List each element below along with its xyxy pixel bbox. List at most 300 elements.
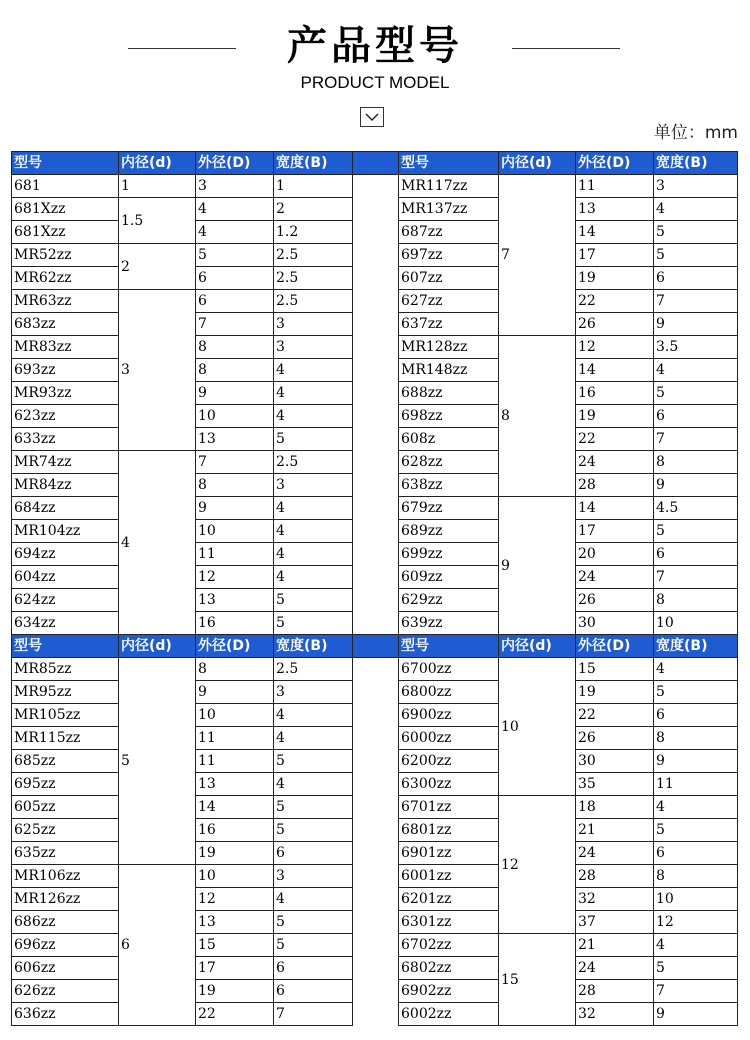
table-row <box>12 290 738 313</box>
column-gap <box>353 704 399 727</box>
width-cell: 9 <box>654 750 738 773</box>
model-cell: 6902zz <box>399 980 499 1003</box>
column-gap <box>353 175 399 198</box>
inner-diameter-cell: 9 <box>499 497 576 635</box>
width-cell: 9 <box>654 1003 738 1026</box>
width-cell: 4 <box>274 359 353 382</box>
model-cell: MR104zz <box>12 520 119 543</box>
header-inner: 内径(d) <box>119 635 196 658</box>
model-cell: MR74zz <box>12 451 119 474</box>
outer-diameter-cell: 19 <box>196 842 274 865</box>
width-cell: 7 <box>274 1003 353 1026</box>
width-cell: 5 <box>274 428 353 451</box>
column-gap <box>353 612 399 635</box>
model-cell: 6800zz <box>399 681 499 704</box>
model-cell: 6801zz <box>399 819 499 842</box>
outer-diameter-cell: 9 <box>196 497 274 520</box>
outer-diameter-cell: 9 <box>196 681 274 704</box>
model-cell: 694zz <box>12 543 119 566</box>
outer-diameter-cell: 17 <box>576 244 654 267</box>
width-cell: 10 <box>654 612 738 635</box>
table-header-row <box>12 635 738 658</box>
header-width: 宽度(B) <box>274 635 353 658</box>
inner-diameter-cell: 7 <box>499 175 576 336</box>
width-cell: 5 <box>274 911 353 934</box>
width-cell: 3 <box>274 865 353 888</box>
header-model: 型号 <box>399 635 499 658</box>
model-cell: 684zz <box>12 497 119 520</box>
outer-diameter-cell: 12 <box>576 336 654 359</box>
outer-diameter-cell: 22 <box>576 290 654 313</box>
width-cell: 5 <box>654 382 738 405</box>
width-cell: 5 <box>654 221 738 244</box>
inner-diameter-cell: 3 <box>119 290 196 451</box>
outer-diameter-cell: 22 <box>576 428 654 451</box>
outer-diameter-cell: 24 <box>576 957 654 980</box>
column-gap <box>353 221 399 244</box>
model-cell: 697zz <box>399 244 499 267</box>
model-cell: 699zz <box>399 543 499 566</box>
inner-diameter-cell: 4 <box>119 451 196 635</box>
model-cell: MR84zz <box>12 474 119 497</box>
outer-diameter-cell: 13 <box>196 428 274 451</box>
model-cell: 6001zz <box>399 865 499 888</box>
width-cell: 2.5 <box>274 244 353 267</box>
column-gap <box>353 359 399 382</box>
outer-diameter-cell: 6 <box>196 290 274 313</box>
column-gap <box>353 957 399 980</box>
width-cell: 4 <box>274 773 353 796</box>
model-cell: MR85zz <box>12 658 119 681</box>
width-cell: 5 <box>654 819 738 842</box>
width-cell: 4 <box>654 796 738 819</box>
inner-diameter-cell: 12 <box>499 796 576 934</box>
width-cell: 2 <box>274 198 353 221</box>
model-cell: MR115zz <box>12 727 119 750</box>
model-cell: 689zz <box>399 520 499 543</box>
width-cell: 4 <box>274 566 353 589</box>
model-cell: 698zz <box>399 405 499 428</box>
model-cell: 607zz <box>399 267 499 290</box>
outer-diameter-cell: 11 <box>576 175 654 198</box>
model-cell: 6802zz <box>399 957 499 980</box>
outer-diameter-cell: 30 <box>576 750 654 773</box>
outer-diameter-cell: 17 <box>196 957 274 980</box>
outer-diameter-cell: 11 <box>196 727 274 750</box>
outer-diameter-cell: 24 <box>576 451 654 474</box>
width-cell: 8 <box>654 727 738 750</box>
model-cell: 6301zz <box>399 911 499 934</box>
outer-diameter-cell: 16 <box>576 382 654 405</box>
model-cell: 6200zz <box>399 750 499 773</box>
outer-diameter-cell: 19 <box>576 405 654 428</box>
outer-diameter-cell: 18 <box>576 796 654 819</box>
width-cell: 6 <box>654 267 738 290</box>
model-cell: 633zz <box>12 428 119 451</box>
outer-diameter-cell: 9 <box>196 382 274 405</box>
outer-diameter-cell: 26 <box>576 589 654 612</box>
table-row <box>12 175 738 198</box>
column-gap <box>353 934 399 957</box>
column-gap <box>353 313 399 336</box>
model-cell: 628zz <box>399 451 499 474</box>
outer-diameter-cell: 8 <box>196 658 274 681</box>
outer-diameter-cell: 37 <box>576 911 654 934</box>
inner-diameter-cell: 10 <box>499 658 576 796</box>
width-cell: 4.5 <box>654 497 738 520</box>
header-outer: 外径(D) <box>196 152 274 175</box>
model-cell: 683zz <box>12 313 119 336</box>
model-cell: 681 <box>12 175 119 198</box>
model-cell: 609zz <box>399 566 499 589</box>
inner-diameter-cell: 2 <box>119 244 196 290</box>
width-cell: 5 <box>274 819 353 842</box>
outer-diameter-cell: 21 <box>576 819 654 842</box>
outer-diameter-cell: 8 <box>196 474 274 497</box>
outer-diameter-cell: 21 <box>576 934 654 957</box>
model-cell: 6900zz <box>399 704 499 727</box>
width-cell: 5 <box>654 957 738 980</box>
column-gap <box>353 750 399 773</box>
column-gap <box>353 773 399 796</box>
outer-diameter-cell: 4 <box>196 198 274 221</box>
width-cell: 4 <box>654 934 738 957</box>
model-cell: 625zz <box>12 819 119 842</box>
outer-diameter-cell: 8 <box>196 359 274 382</box>
outer-diameter-cell: 3 <box>196 175 274 198</box>
column-gap <box>353 865 399 888</box>
outer-diameter-cell: 26 <box>576 313 654 336</box>
model-cell: MR95zz <box>12 681 119 704</box>
model-cell: 608z <box>399 428 499 451</box>
width-cell: 5 <box>274 796 353 819</box>
outer-diameter-cell: 11 <box>196 750 274 773</box>
column-gap <box>353 566 399 589</box>
width-cell: 12 <box>654 911 738 934</box>
column-gap <box>353 819 399 842</box>
inner-diameter-cell: 6 <box>119 865 196 1026</box>
column-gap <box>353 474 399 497</box>
outer-diameter-cell: 32 <box>576 888 654 911</box>
column-gap <box>353 888 399 911</box>
outer-diameter-cell: 10 <box>196 520 274 543</box>
outer-diameter-cell: 16 <box>196 819 274 842</box>
outer-diameter-cell: 13 <box>576 198 654 221</box>
outer-diameter-cell: 14 <box>576 221 654 244</box>
width-cell: 4 <box>274 727 353 750</box>
column-gap <box>353 152 399 175</box>
outer-diameter-cell: 8 <box>196 336 274 359</box>
outer-diameter-cell: 13 <box>196 589 274 612</box>
outer-diameter-cell: 13 <box>196 773 274 796</box>
outer-diameter-cell: 11 <box>196 543 274 566</box>
model-cell: 637zz <box>399 313 499 336</box>
model-cell: MR105zz <box>12 704 119 727</box>
outer-diameter-cell: 16 <box>196 612 274 635</box>
width-cell: 6 <box>654 543 738 566</box>
outer-diameter-cell: 10 <box>196 704 274 727</box>
width-cell: 3 <box>654 175 738 198</box>
outer-diameter-cell: 28 <box>576 865 654 888</box>
width-cell: 1.2 <box>274 221 353 244</box>
model-cell: 638zz <box>399 474 499 497</box>
width-cell: 5 <box>274 589 353 612</box>
column-gap <box>353 382 399 405</box>
model-cell: 6700zz <box>399 658 499 681</box>
model-cell: 604zz <box>12 566 119 589</box>
width-cell: 5 <box>274 934 353 957</box>
width-cell: 9 <box>654 474 738 497</box>
width-cell: 4 <box>654 359 738 382</box>
model-cell: 6002zz <box>399 1003 499 1026</box>
model-cell: 6701zz <box>399 796 499 819</box>
column-gap <box>353 543 399 566</box>
width-cell: 9 <box>654 313 738 336</box>
width-cell: 10 <box>654 888 738 911</box>
inner-diameter-cell: 5 <box>119 658 196 865</box>
model-cell: 623zz <box>12 405 119 428</box>
column-gap <box>353 290 399 313</box>
model-cell: 605zz <box>12 796 119 819</box>
width-cell: 4 <box>274 497 353 520</box>
width-cell: 6 <box>654 842 738 865</box>
column-gap <box>353 635 399 658</box>
chevron-down-icon[interactable] <box>360 107 384 127</box>
model-cell: MR148zz <box>399 359 499 382</box>
page-subtitle: PRODUCT MODEL <box>300 73 450 92</box>
model-cell: MR126zz <box>12 888 119 911</box>
table-row <box>12 865 738 888</box>
width-cell: 2.5 <box>274 658 353 681</box>
outer-diameter-cell: 19 <box>576 267 654 290</box>
width-cell: 5 <box>274 750 353 773</box>
column-gap <box>353 244 399 267</box>
width-cell: 3 <box>274 336 353 359</box>
width-cell: 4 <box>274 543 353 566</box>
outer-diameter-cell: 30 <box>576 612 654 635</box>
outer-diameter-cell: 19 <box>196 980 274 1003</box>
model-cell: 634zz <box>12 612 119 635</box>
header-model: 型号 <box>12 635 119 658</box>
header-outer: 外径(D) <box>576 635 654 658</box>
column-gap <box>353 520 399 543</box>
model-cell: 6000zz <box>399 727 499 750</box>
width-cell: 4 <box>274 382 353 405</box>
model-cell: 639zz <box>399 612 499 635</box>
title-divider-right <box>512 48 620 49</box>
outer-diameter-cell: 24 <box>576 566 654 589</box>
width-cell: 6 <box>274 980 353 1003</box>
spec-table-1 <box>11 151 738 635</box>
model-cell: MR62zz <box>12 267 119 290</box>
outer-diameter-cell: 10 <box>196 865 274 888</box>
model-cell: 606zz <box>12 957 119 980</box>
model-cell: 6702zz <box>399 934 499 957</box>
width-cell: 6 <box>274 842 353 865</box>
outer-diameter-cell: 14 <box>576 359 654 382</box>
model-cell: MR63zz <box>12 290 119 313</box>
unit-label: 单位：mm <box>653 123 738 143</box>
outer-diameter-cell: 28 <box>576 980 654 1003</box>
width-cell: 11 <box>654 773 738 796</box>
model-cell: 693zz <box>12 359 119 382</box>
width-cell: 4 <box>274 888 353 911</box>
width-cell: 3 <box>274 474 353 497</box>
column-gap <box>353 796 399 819</box>
outer-diameter-cell: 22 <box>196 1003 274 1026</box>
header-width: 宽度(B) <box>654 635 738 658</box>
column-gap <box>353 428 399 451</box>
width-cell: 5 <box>654 681 738 704</box>
column-gap <box>353 980 399 1003</box>
outer-diameter-cell: 35 <box>576 773 654 796</box>
header-inner: 内径(d) <box>499 635 576 658</box>
column-gap <box>353 1003 399 1026</box>
header-model: 型号 <box>399 152 499 175</box>
header-inner: 内径(d) <box>119 152 196 175</box>
header-outer: 外径(D) <box>576 152 654 175</box>
column-gap <box>353 842 399 865</box>
model-cell: 695zz <box>12 773 119 796</box>
header-inner: 内径(d) <box>499 152 576 175</box>
column-gap <box>353 911 399 934</box>
outer-diameter-cell: 14 <box>196 796 274 819</box>
model-cell: 635zz <box>12 842 119 865</box>
table-row <box>12 244 738 267</box>
model-cell: 636zz <box>12 1003 119 1026</box>
header-width: 宽度(B) <box>274 152 353 175</box>
title-row <box>0 8 750 68</box>
column-gap <box>353 497 399 520</box>
width-cell: 5 <box>654 520 738 543</box>
width-cell: 4 <box>274 704 353 727</box>
width-cell: 2.5 <box>274 451 353 474</box>
model-cell: MR93zz <box>12 382 119 405</box>
outer-diameter-cell: 28 <box>576 474 654 497</box>
column-gap <box>353 405 399 428</box>
outer-diameter-cell: 14 <box>576 497 654 520</box>
model-cell: 686zz <box>12 911 119 934</box>
model-cell: MR106zz <box>12 865 119 888</box>
model-cell: MR137zz <box>399 198 499 221</box>
model-cell: MR117zz <box>399 175 499 198</box>
table-row <box>12 451 738 474</box>
width-cell: 6 <box>654 405 738 428</box>
outer-diameter-cell: 5 <box>196 244 274 267</box>
outer-diameter-cell: 4 <box>196 221 274 244</box>
column-gap <box>353 336 399 359</box>
width-cell: 8 <box>654 451 738 474</box>
width-cell: 3.5 <box>654 336 738 359</box>
column-gap <box>353 451 399 474</box>
width-cell: 5 <box>274 612 353 635</box>
outer-diameter-cell: 20 <box>576 543 654 566</box>
outer-diameter-cell: 7 <box>196 451 274 474</box>
width-cell: 4 <box>654 198 738 221</box>
width-cell: 3 <box>274 681 353 704</box>
outer-diameter-cell: 19 <box>576 681 654 704</box>
width-cell: 7 <box>654 566 738 589</box>
model-cell: 696zz <box>12 934 119 957</box>
outer-diameter-cell: 12 <box>196 888 274 911</box>
inner-diameter-cell: 1.5 <box>119 198 196 244</box>
outer-diameter-cell: 12 <box>196 566 274 589</box>
model-cell: 687zz <box>399 221 499 244</box>
column-gap <box>353 198 399 221</box>
outer-diameter-cell: 22 <box>576 704 654 727</box>
model-cell: MR52zz <box>12 244 119 267</box>
outer-diameter-cell: 10 <box>196 405 274 428</box>
width-cell: 3 <box>274 313 353 336</box>
table-row <box>12 658 738 681</box>
width-cell: 4 <box>654 658 738 681</box>
model-cell: MR83zz <box>12 336 119 359</box>
column-gap <box>353 727 399 750</box>
outer-diameter-cell: 24 <box>576 842 654 865</box>
width-cell: 7 <box>654 980 738 1003</box>
model-cell: 685zz <box>12 750 119 773</box>
model-cell: 626zz <box>12 980 119 1003</box>
width-cell: 6 <box>654 704 738 727</box>
model-cell: 679zz <box>399 497 499 520</box>
model-cell: 629zz <box>399 589 499 612</box>
model-cell: 6901zz <box>399 842 499 865</box>
column-gap <box>353 267 399 290</box>
header-width: 宽度(B) <box>654 152 738 175</box>
column-gap <box>353 589 399 612</box>
outer-diameter-cell: 15 <box>576 658 654 681</box>
model-cell: 6300zz <box>399 773 499 796</box>
width-cell: 2.5 <box>274 267 353 290</box>
table-row <box>12 198 738 221</box>
inner-diameter-cell: 15 <box>499 934 576 1026</box>
width-cell: 6 <box>274 957 353 980</box>
model-cell: 627zz <box>399 290 499 313</box>
model-cell: 688zz <box>399 382 499 405</box>
width-cell: 4 <box>274 405 353 428</box>
header-outer: 外径(D) <box>196 635 274 658</box>
width-cell: 8 <box>654 589 738 612</box>
column-gap <box>353 681 399 704</box>
model-cell: 624zz <box>12 589 119 612</box>
table-header-row <box>12 152 738 175</box>
width-cell: 7 <box>654 428 738 451</box>
column-gap <box>353 658 399 681</box>
model-cell: 6201zz <box>399 888 499 911</box>
width-cell: 5 <box>654 244 738 267</box>
model-cell: 681Xzz <box>12 221 119 244</box>
outer-diameter-cell: 32 <box>576 1003 654 1026</box>
width-cell: 4 <box>274 520 353 543</box>
width-cell: 2.5 <box>274 290 353 313</box>
width-cell: 1 <box>274 175 353 198</box>
width-cell: 8 <box>654 865 738 888</box>
header-model: 型号 <box>12 152 119 175</box>
spec-table-2 <box>11 634 738 1026</box>
outer-diameter-cell: 17 <box>576 520 654 543</box>
outer-diameter-cell: 13 <box>196 911 274 934</box>
outer-diameter-cell: 15 <box>196 934 274 957</box>
inner-diameter-cell: 8 <box>499 336 576 497</box>
width-cell: 7 <box>654 290 738 313</box>
page-title: 产品型号 <box>287 23 463 69</box>
inner-diameter-cell: 1 <box>119 175 196 198</box>
outer-diameter-cell: 6 <box>196 267 274 290</box>
outer-diameter-cell: 7 <box>196 313 274 336</box>
outer-diameter-cell: 26 <box>576 727 654 750</box>
model-cell: 681Xzz <box>12 198 119 221</box>
model-cell: MR128zz <box>399 336 499 359</box>
